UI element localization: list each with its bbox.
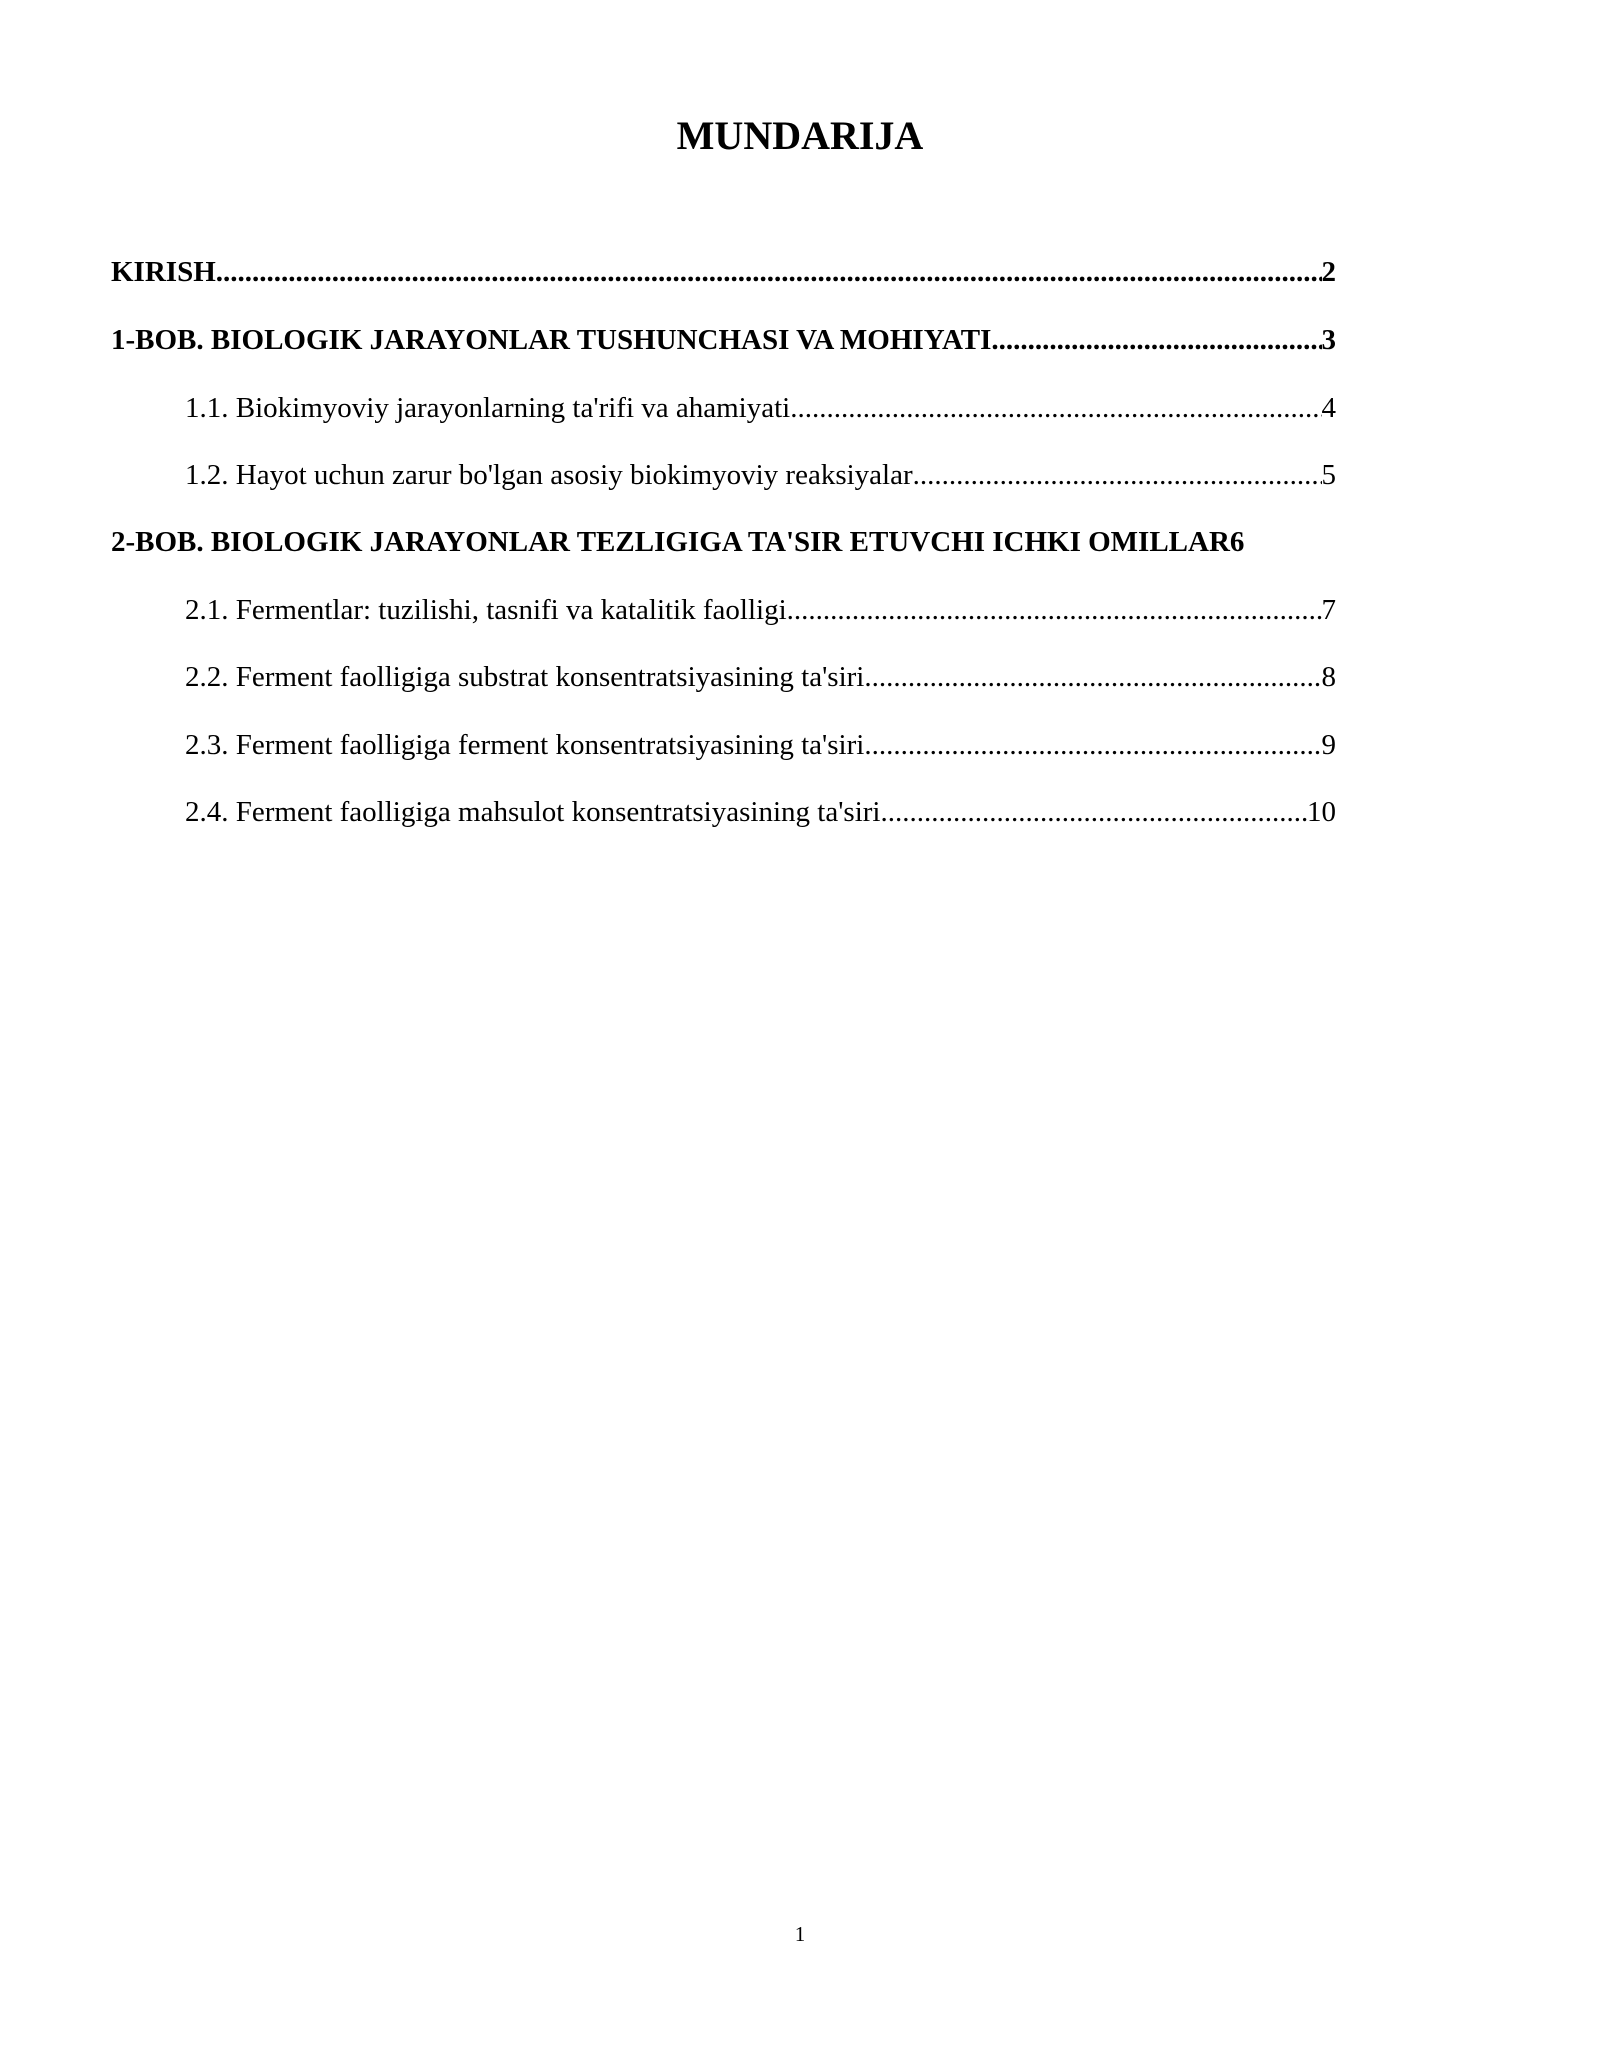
page-title: MUNDARIJA (676, 113, 924, 158)
toc-entry-page: 6 (1229, 526, 1245, 558)
toc-entry-page: 10 (1307, 796, 1336, 828)
toc-entry-title: 1-BOB. BIOLOGIK JARAYONLAR TUSHUNCHASI VA MOHIYATI (111, 324, 992, 356)
toc-entry-section-2-2[interactable] (185, 657, 1336, 697)
toc-entry-title: 2.3. Ferment faolligiga ferment konsentratsiyasining ta'siri (185, 729, 865, 761)
toc-entry-chapter-2[interactable] (111, 522, 1351, 562)
toc-dot-leader (864, 657, 1321, 697)
toc-entry-kirish[interactable] (111, 252, 1336, 292)
toc-entry-title: 2-BOB. BIOLOGIK JARAYONLAR TEZLIGIGA TA'SIR ETUVCHI ICHKI OMILLAR (111, 526, 1230, 558)
toc-entry-page: 3 (1321, 324, 1336, 356)
toc-entry-title: 1.2. Hayot uchun zarur bo'lgan asosiy biokimyoviy reaksiyalar (185, 459, 913, 491)
page-number: 1 (794, 1922, 806, 1946)
toc-dot-leader (787, 590, 1322, 630)
toc-entry-page: 9 (1321, 729, 1336, 761)
toc-entry-page: 8 (1321, 661, 1336, 693)
toc-entry-section-1-1[interactable] (185, 388, 1336, 428)
toc-entry-page: 5 (1321, 459, 1336, 491)
toc-dot-leader (216, 252, 1322, 292)
toc-dot-leader (913, 455, 1322, 495)
toc-entry-chapter-1[interactable] (111, 320, 1336, 360)
toc-entry-section-2-4[interactable] (185, 792, 1336, 832)
toc-entry-section-1-2[interactable] (185, 455, 1336, 495)
toc-entry-page: 4 (1321, 392, 1336, 424)
toc-entry-section-2-1[interactable] (185, 590, 1336, 630)
toc-entry-section-2-3[interactable] (185, 725, 1336, 765)
toc-dot-leader (880, 792, 1307, 832)
toc-entry-page: 2 (1321, 256, 1336, 288)
toc-entry-page: 7 (1321, 594, 1336, 626)
toc-entry-title: KIRISH (111, 256, 216, 288)
toc-entry-title: 2.2. Ferment faolligiga substrat konsentratsiyasining ta'siri (185, 661, 865, 693)
toc-entry-title: 2.4. Ferment faolligiga mahsulot konsentratsiyasining ta'siri (185, 796, 881, 828)
toc-dot-leader (991, 320, 1321, 360)
toc-entry-title: 1.1. Biokimyoviy jarayonlarning ta'rifi va ahamiyati (185, 392, 791, 424)
toc-entry-title: 2.1. Fermentlar: tuzilishi, tasnifi va katalitik faolligi (185, 594, 787, 626)
toc-dot-leader (790, 388, 1321, 428)
toc-dot-leader (864, 725, 1321, 765)
